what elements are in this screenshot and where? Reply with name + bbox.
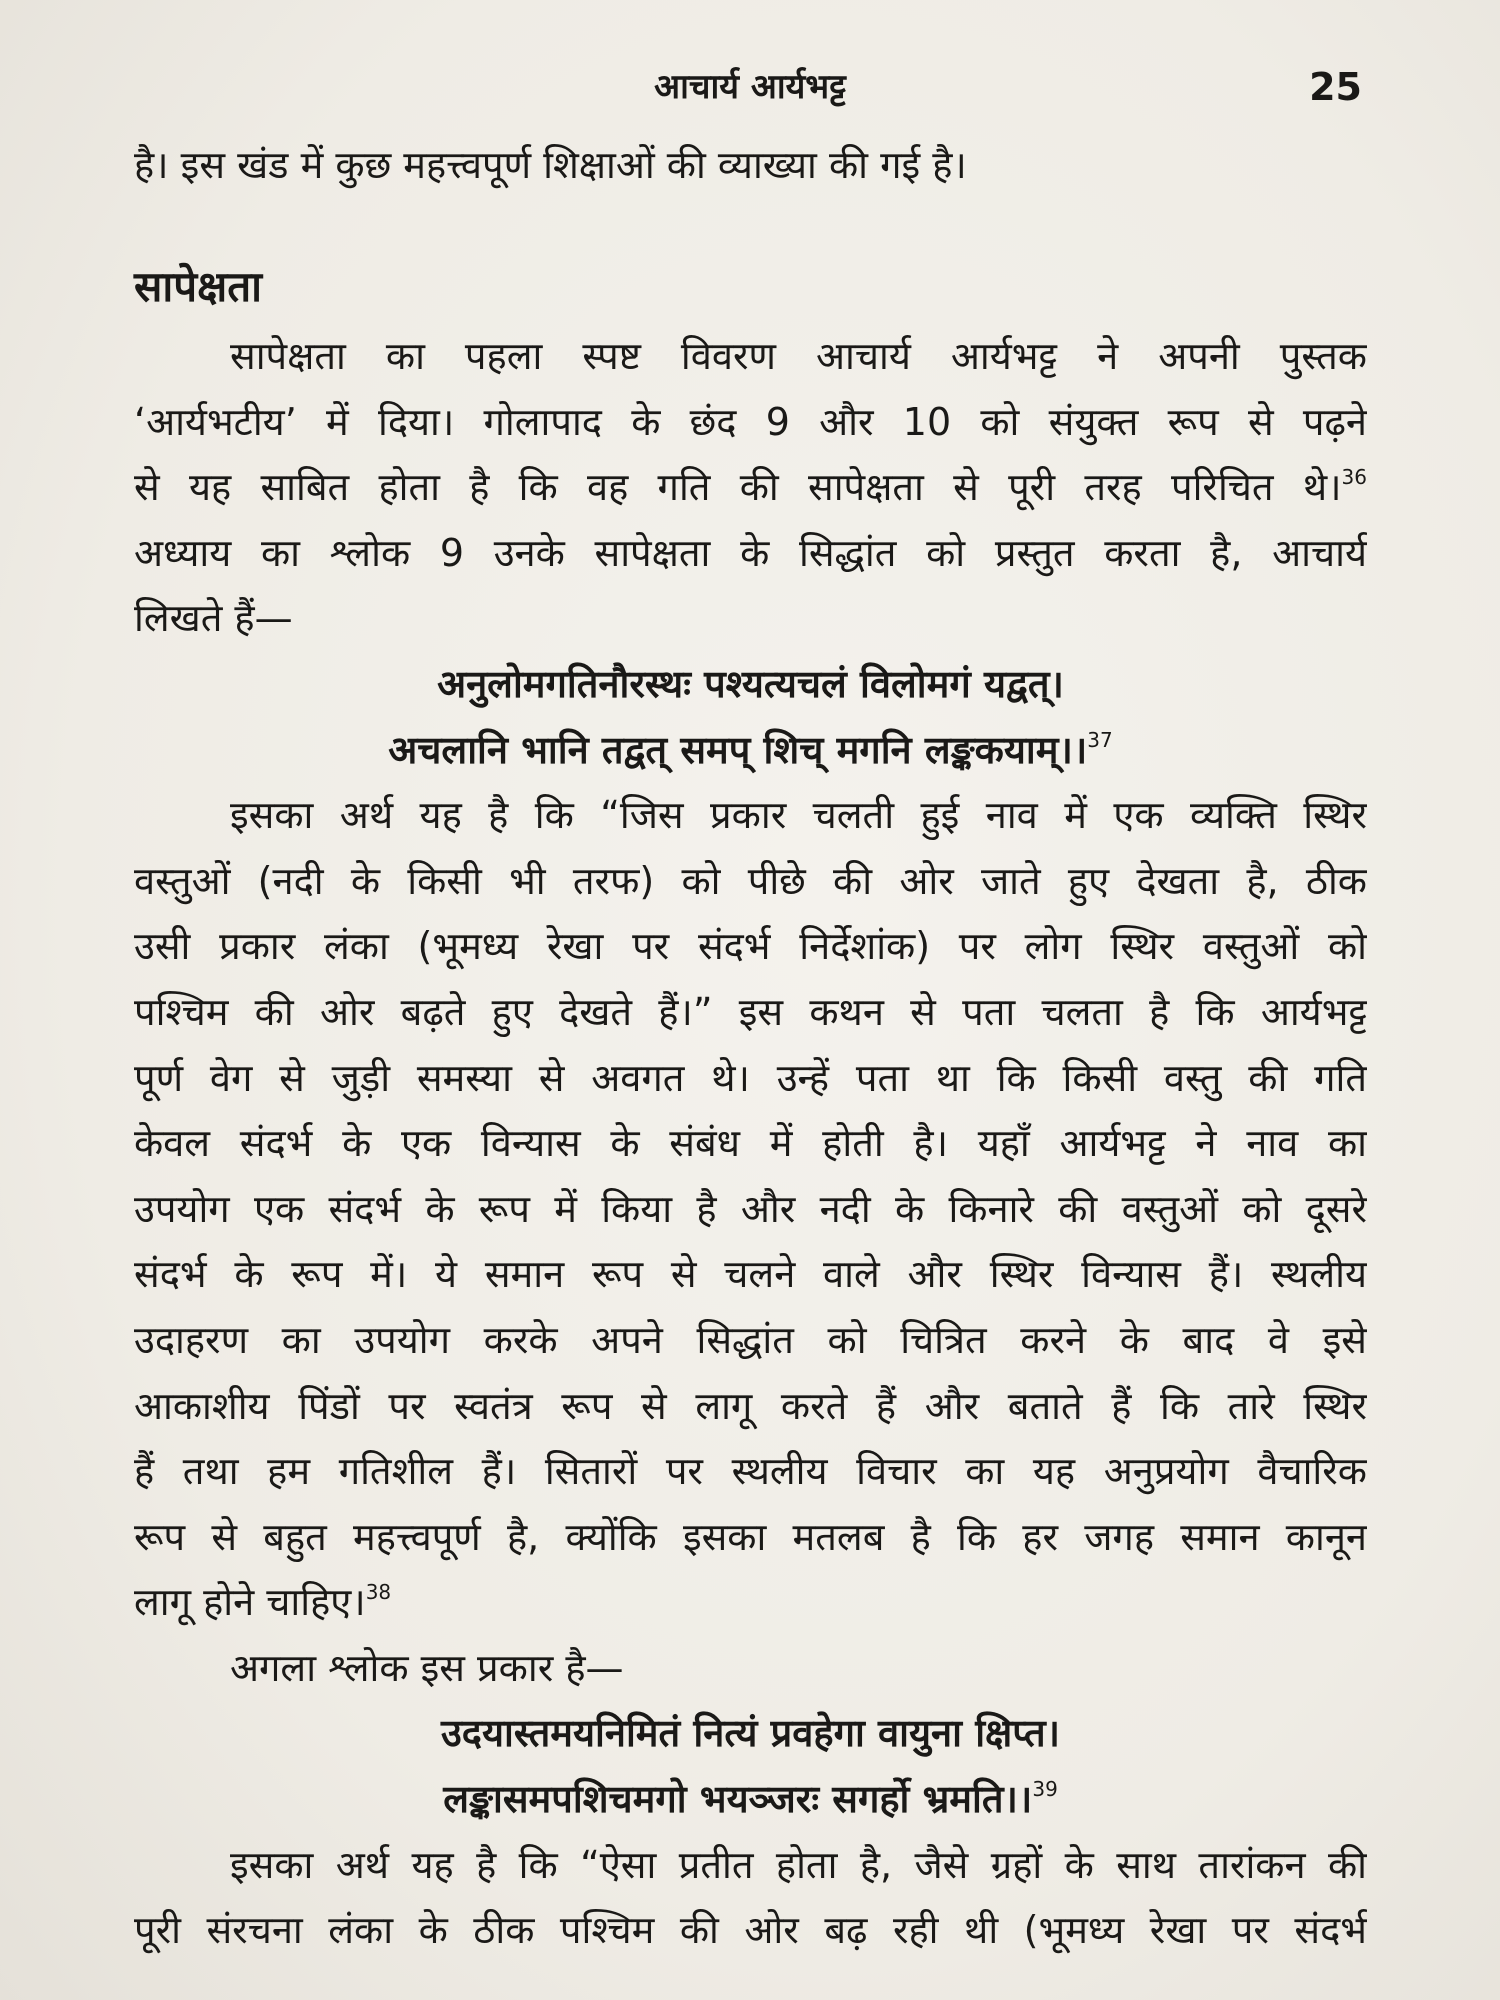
footnote-ref: 36 [1341,465,1367,490]
footnote-ref: 39 [1032,1777,1058,1802]
text-line: इसका अर्थ यह है कि “ऐसा प्रतीत होता है, जैसे ग्रहों के साथ तारांकन की [230,1842,1367,1887]
text-line [134,455,1367,521]
text-line: पश्चिम की ओर बढ़ते हुए देखते हैं।” इस कथन से पता चलता है कि आर्यभट्ट [134,989,1367,1034]
verse-line: अनुलोमगतिनौरस्थः पश्यत्यचलं विलोमगं यद्वत्। [437,661,1064,706]
body-text [134,324,1367,1964]
text-line: केवल संदर्भ के एक विन्यास के संबंध में होती है। यहाँ आर्यभट्ट ने नाव का [134,1121,1367,1166]
text-line: अध्याय का श्लोक 9 उनके सापेक्षता के सिद्धांत को प्रस्तुत करता है, आचार्य [134,530,1367,575]
verse-line [134,718,1367,784]
verse-line: उदयास्तमयनिमितं नित्यं प्रवहेगा वायुना क्षिप्त। [440,1711,1061,1756]
running-head: आचार्य आर्यभट्ट [654,67,846,107]
section-heading: सापेक्षता [134,262,263,311]
text-line: उदाहरण का उपयोग करके अपने सिद्धांत को चित्रित करने के बाद वे इसे [134,1317,1367,1362]
text-line: संदर्भ के रूप में। ये समान रूप से चलने वाले और स्थिर विन्यास हैं। स्थलीय [134,1252,1367,1297]
intro-paragraph [134,133,1367,199]
text-line: उसी प्रकार लंका (भूमध्य रेखा पर संदर्भ निर्देशांक) पर लोग स्थिर वस्तुओं को [134,924,1367,969]
text-line: हैं तथा हम गतिशील हैं। सितारों पर स्थलीय विचार का यह अनुप्रयोग वैचारिक [134,1449,1367,1494]
text-line: है। इस खंड में कुछ महत्त्वपूर्ण शिक्षाओं की व्याख्या की गई है। [134,143,967,187]
text-line: वस्तुओं (नदी के किसी भी तरफ) को पीछे की ओर जाते हुए देखता है, ठीक [134,858,1367,903]
text-line: आकाशीय पिंडों पर स्वतंत्र रूप से लागू करते हैं और बताते हैं कि तारे स्थिर [134,1383,1367,1428]
text-line-content: लागू होने चाहिए। [134,1580,366,1625]
footnote-ref: 37 [1087,727,1113,752]
text-line: ‘आर्यभटीय’ में दिया। गोलापाद के छंद 9 और 10 को संयुक्त रूप से पढ़ने [134,399,1367,444]
text-line: उपयोग एक संदर्भ के रूप में किया है और नदी के किनारे की वस्तुओं को दूसरे [134,1186,1367,1231]
verse-line-content: अचलानि भानि तद्वत् समप् शिच् मगनि लङ्ककयाम्।। [388,727,1088,772]
page-number: 25 [1309,65,1362,109]
text-line [134,1570,1367,1636]
text-line: अगला श्लोक इस प्रकार है— [230,1645,624,1690]
text-line-content: से यह साबित होता है कि वह गति की सापेक्षता से पूरी तरह परिचित थे। [134,465,1342,510]
text-line: इसका अर्थ यह है कि “जिस प्रकार चलती हुई नाव में एक व्यक्ति स्थिर [230,793,1367,838]
text-line: सापेक्षता का पहला स्पष्ट विवरण आचार्य आर्यभट्ट ने अपनी पुस्तक [230,334,1367,378]
verse-line [134,1767,1367,1833]
footnote-ref: 38 [365,1580,392,1605]
text-line: पूरी संरचना लंका के ठीक पश्चिम की ओर बढ़ रही थी (भूमध्य रेखा पर संदर्भ [134,1908,1367,1953]
text-line: पूर्ण वेग से जुड़ी समस्या से अवगत थे। उन्हें पता था कि किसी वस्तु की गति [134,1055,1367,1100]
verse-line-content: लङ्कासमपशिचमगो भयञ्जरः सगर्हो भ्रमति।। [443,1777,1033,1822]
text-line: रूप से बहुत महत्त्वपूर्ण है, क्योंकि इसका मतलब है कि हर जगह समान कानून [134,1514,1367,1559]
text-line: लिखते हैं— [134,596,293,641]
